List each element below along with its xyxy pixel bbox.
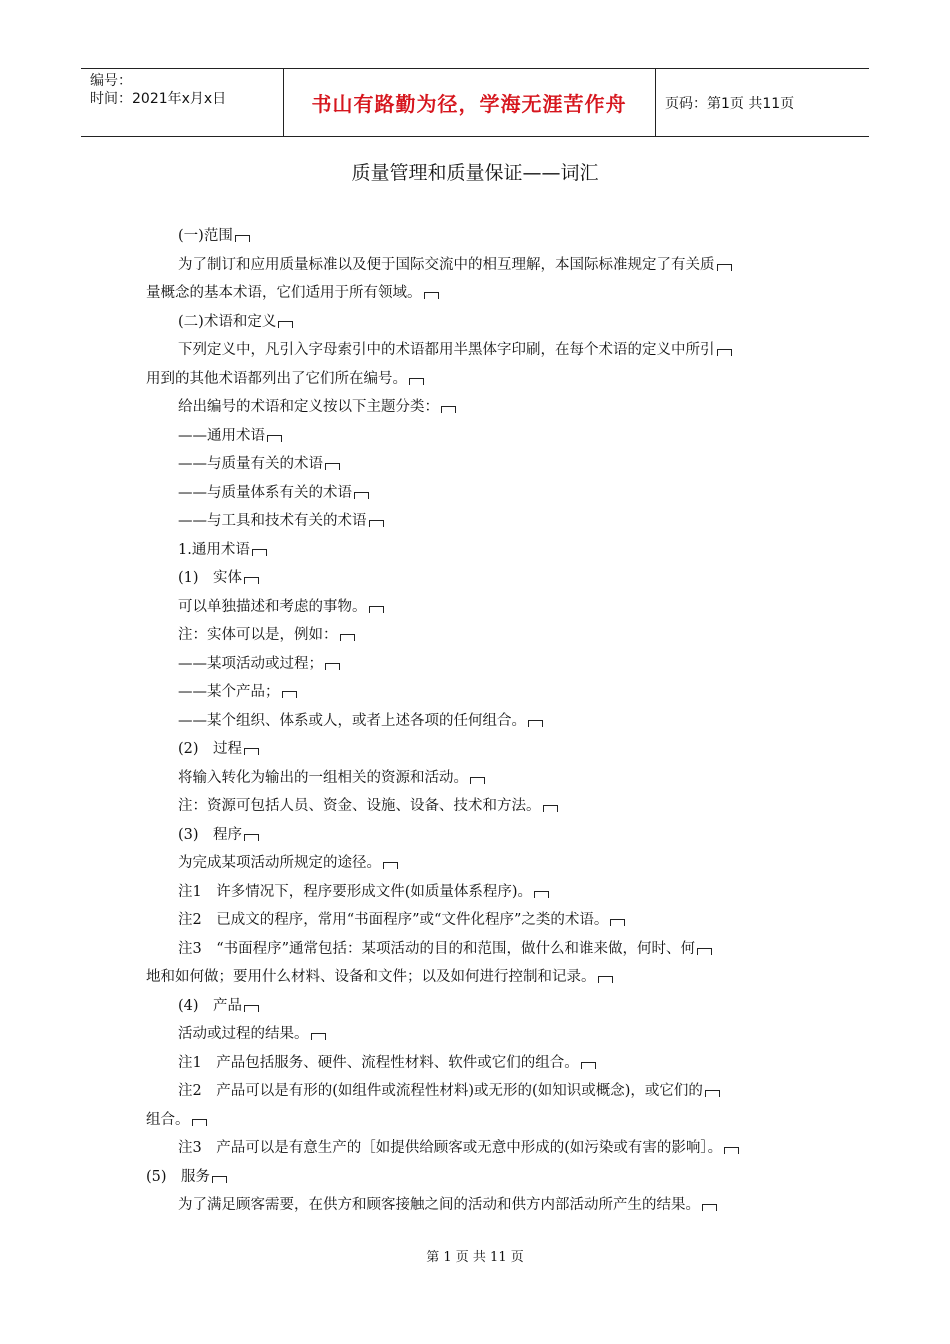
body-line bbox=[146, 450, 810, 479]
body-line bbox=[146, 1134, 810, 1163]
paragraph-mark-icon bbox=[697, 948, 712, 955]
body-line bbox=[146, 678, 810, 707]
paragraph-mark-icon bbox=[278, 321, 293, 328]
body-line-text: 组合。 bbox=[146, 1111, 190, 1128]
body-line bbox=[146, 393, 810, 422]
paragraph-mark-icon bbox=[212, 1176, 227, 1183]
paragraph-mark-icon bbox=[528, 720, 543, 727]
paragraph-mark-icon bbox=[354, 492, 369, 499]
body-line-text: (5) 服务 bbox=[146, 1168, 211, 1185]
body-line bbox=[146, 422, 810, 451]
body-line bbox=[146, 621, 810, 650]
body-line-text: (1) 实体 bbox=[178, 570, 243, 586]
body-line-text: 为了制订和应用质量标准以及便于国际交流中的相互理解，本国际标准规定了有关质 bbox=[178, 256, 715, 273]
body-line-text: ——某个产品； bbox=[178, 684, 280, 700]
body-line bbox=[146, 479, 810, 508]
paragraph-mark-icon bbox=[325, 663, 340, 670]
body-line-text: ——某个组织、体系或人，或者上述各项的任何组合。 bbox=[178, 712, 526, 729]
body-line bbox=[146, 1106, 810, 1135]
body-line bbox=[146, 1049, 810, 1078]
document-body bbox=[146, 222, 810, 1220]
body-line bbox=[146, 365, 810, 394]
paragraph-mark-icon bbox=[717, 264, 732, 271]
body-line-text: (4) 产品 bbox=[178, 997, 243, 1014]
body-line bbox=[146, 650, 810, 679]
body-line-text: 下列定义中，凡引入字母索引中的术语都用半黑体字印刷，在每个术语的定义中所引 bbox=[178, 342, 715, 358]
body-line bbox=[146, 222, 810, 251]
body-line bbox=[146, 1191, 810, 1220]
paragraph-mark-icon bbox=[470, 777, 485, 784]
body-line bbox=[146, 251, 810, 280]
paragraph-mark-icon bbox=[702, 1204, 717, 1211]
header-meta bbox=[90, 72, 226, 108]
body-line-text: 注3 “书面程序”通常包括：某项活动的目的和范围，做什么和谁来做，何时、何 bbox=[178, 940, 696, 957]
body-line bbox=[146, 906, 810, 935]
body-line bbox=[146, 707, 810, 736]
paragraph-mark-icon bbox=[424, 292, 439, 299]
paragraph-mark-icon bbox=[282, 691, 297, 698]
doc-id-label: 编号： bbox=[90, 73, 132, 89]
page-footer: 第 1 页 共 11 页 bbox=[426, 1250, 524, 1265]
paragraph-mark-icon bbox=[192, 1119, 207, 1126]
body-line bbox=[146, 564, 810, 593]
paragraph-mark-icon bbox=[244, 1005, 259, 1012]
body-line-text: ——某项活动或过程； bbox=[178, 655, 323, 672]
body-line bbox=[146, 593, 810, 622]
paragraph-mark-icon bbox=[717, 349, 732, 356]
paragraph-mark-icon bbox=[244, 834, 259, 841]
paragraph-mark-icon bbox=[369, 520, 384, 527]
body-line-text: 注2 产品可以是有形的(如组件或流程性材料)或无形的(如知识或概念)，或它们的 bbox=[178, 1083, 703, 1099]
body-line bbox=[146, 963, 810, 992]
body-line bbox=[146, 935, 810, 964]
paragraph-mark-icon bbox=[311, 1033, 326, 1040]
body-line-text: 为了满足顾客需要，在供方和顾客接触之间的活动和供方内部活动所产生的结果。 bbox=[178, 1197, 700, 1213]
body-line-text: 用到的其他术语都列出了它们所在编号。 bbox=[146, 370, 407, 387]
paragraph-mark-icon bbox=[441, 406, 456, 413]
body-line bbox=[146, 507, 810, 536]
body-line bbox=[146, 849, 810, 878]
body-line-text: 活动或过程的结果。 bbox=[178, 1026, 309, 1042]
body-line-text: 注：实体可以是，例如： bbox=[178, 627, 338, 643]
body-line-text: 将输入转化为输出的一组相关的资源和活动。 bbox=[178, 769, 468, 786]
body-line-text: (3) 程序 bbox=[178, 826, 243, 843]
paragraph-mark-icon bbox=[244, 748, 259, 755]
paragraph-mark-icon bbox=[369, 606, 384, 613]
body-line-text: 注1 产品包括服务、硬件、流程性材料、软件或它们的组合。 bbox=[178, 1054, 579, 1071]
paragraph-mark-icon bbox=[267, 435, 282, 442]
body-line-text: ——与质量有关的术语 bbox=[178, 456, 323, 472]
body-line-text: 给出编号的术语和定义按以下主题分类： bbox=[178, 399, 439, 415]
body-line bbox=[146, 792, 810, 821]
body-line bbox=[146, 336, 810, 365]
body-line bbox=[146, 764, 810, 793]
paragraph-mark-icon bbox=[340, 634, 355, 641]
body-line-text: 注3 产品可以是有意生产的［如提供给顾客或无意中形成的(如污染或有害的影响］。 bbox=[178, 1140, 723, 1156]
body-line bbox=[146, 308, 810, 337]
body-line-text: 注2 已成文的程序，常用“书面程序”或“文件化程序”之类的术语。 bbox=[178, 912, 609, 928]
body-line bbox=[146, 878, 810, 907]
paragraph-mark-icon bbox=[610, 919, 625, 926]
body-line-text: 地和如何做；要用什么材料、设备和文件；以及如何进行控制和记录。 bbox=[146, 969, 596, 985]
body-line bbox=[146, 992, 810, 1021]
header-box bbox=[81, 68, 869, 137]
paragraph-mark-icon bbox=[705, 1090, 720, 1097]
body-line-text: (二)术语和定义 bbox=[178, 313, 277, 330]
paragraph-mark-icon bbox=[581, 1062, 596, 1069]
body-line-text: (2) 过程 bbox=[178, 741, 243, 757]
paragraph-mark-icon bbox=[724, 1147, 739, 1154]
paragraph-mark-icon bbox=[534, 891, 549, 898]
body-line bbox=[146, 1020, 810, 1049]
body-line-text: 可以单独描述和考虑的事物。 bbox=[178, 598, 367, 615]
body-line-text: ——通用术语 bbox=[178, 427, 265, 444]
body-line bbox=[146, 735, 810, 764]
paragraph-mark-icon bbox=[409, 378, 424, 385]
paragraph-mark-icon bbox=[543, 805, 558, 812]
body-line bbox=[146, 1163, 810, 1192]
body-line bbox=[146, 1077, 810, 1106]
paragraph-mark-icon bbox=[598, 976, 613, 983]
header-page-label: 页码：第1页 共11页 bbox=[665, 96, 795, 112]
paragraph-mark-icon bbox=[252, 549, 267, 556]
body-line-text: 注1 许多情况下，程序要形成文件(如质量体系程序)。 bbox=[178, 883, 533, 900]
body-line-text: 注：资源可包括人员、资金、设施、设备、技术和方法。 bbox=[178, 798, 541, 814]
body-line-text: ——与质量体系有关的术语 bbox=[178, 484, 352, 501]
body-line bbox=[146, 536, 810, 565]
body-line-text: ——与工具和技术有关的术语 bbox=[178, 513, 367, 529]
body-line-text: (一)范围 bbox=[178, 228, 233, 244]
body-line bbox=[146, 821, 810, 850]
body-line-text: 为完成某项活动所规定的途径。 bbox=[178, 855, 381, 871]
body-line bbox=[146, 279, 810, 308]
document-title: 质量管理和质量保证——词汇 bbox=[351, 162, 599, 184]
paragraph-mark-icon bbox=[235, 235, 250, 242]
doc-time-label: 时间：2021年x月x日 bbox=[90, 91, 227, 107]
paragraph-mark-icon bbox=[325, 463, 340, 470]
body-line-text: 量概念的基本术语，它们适用于所有领域。 bbox=[146, 285, 422, 301]
body-line-text: 1.通用术语 bbox=[178, 541, 250, 558]
paragraph-mark-icon bbox=[383, 862, 398, 869]
paragraph-mark-icon bbox=[244, 577, 259, 584]
header-divider bbox=[655, 69, 656, 136]
header-motto: 书山有路勤为径，学海无涯苦作舟 bbox=[311, 92, 627, 116]
